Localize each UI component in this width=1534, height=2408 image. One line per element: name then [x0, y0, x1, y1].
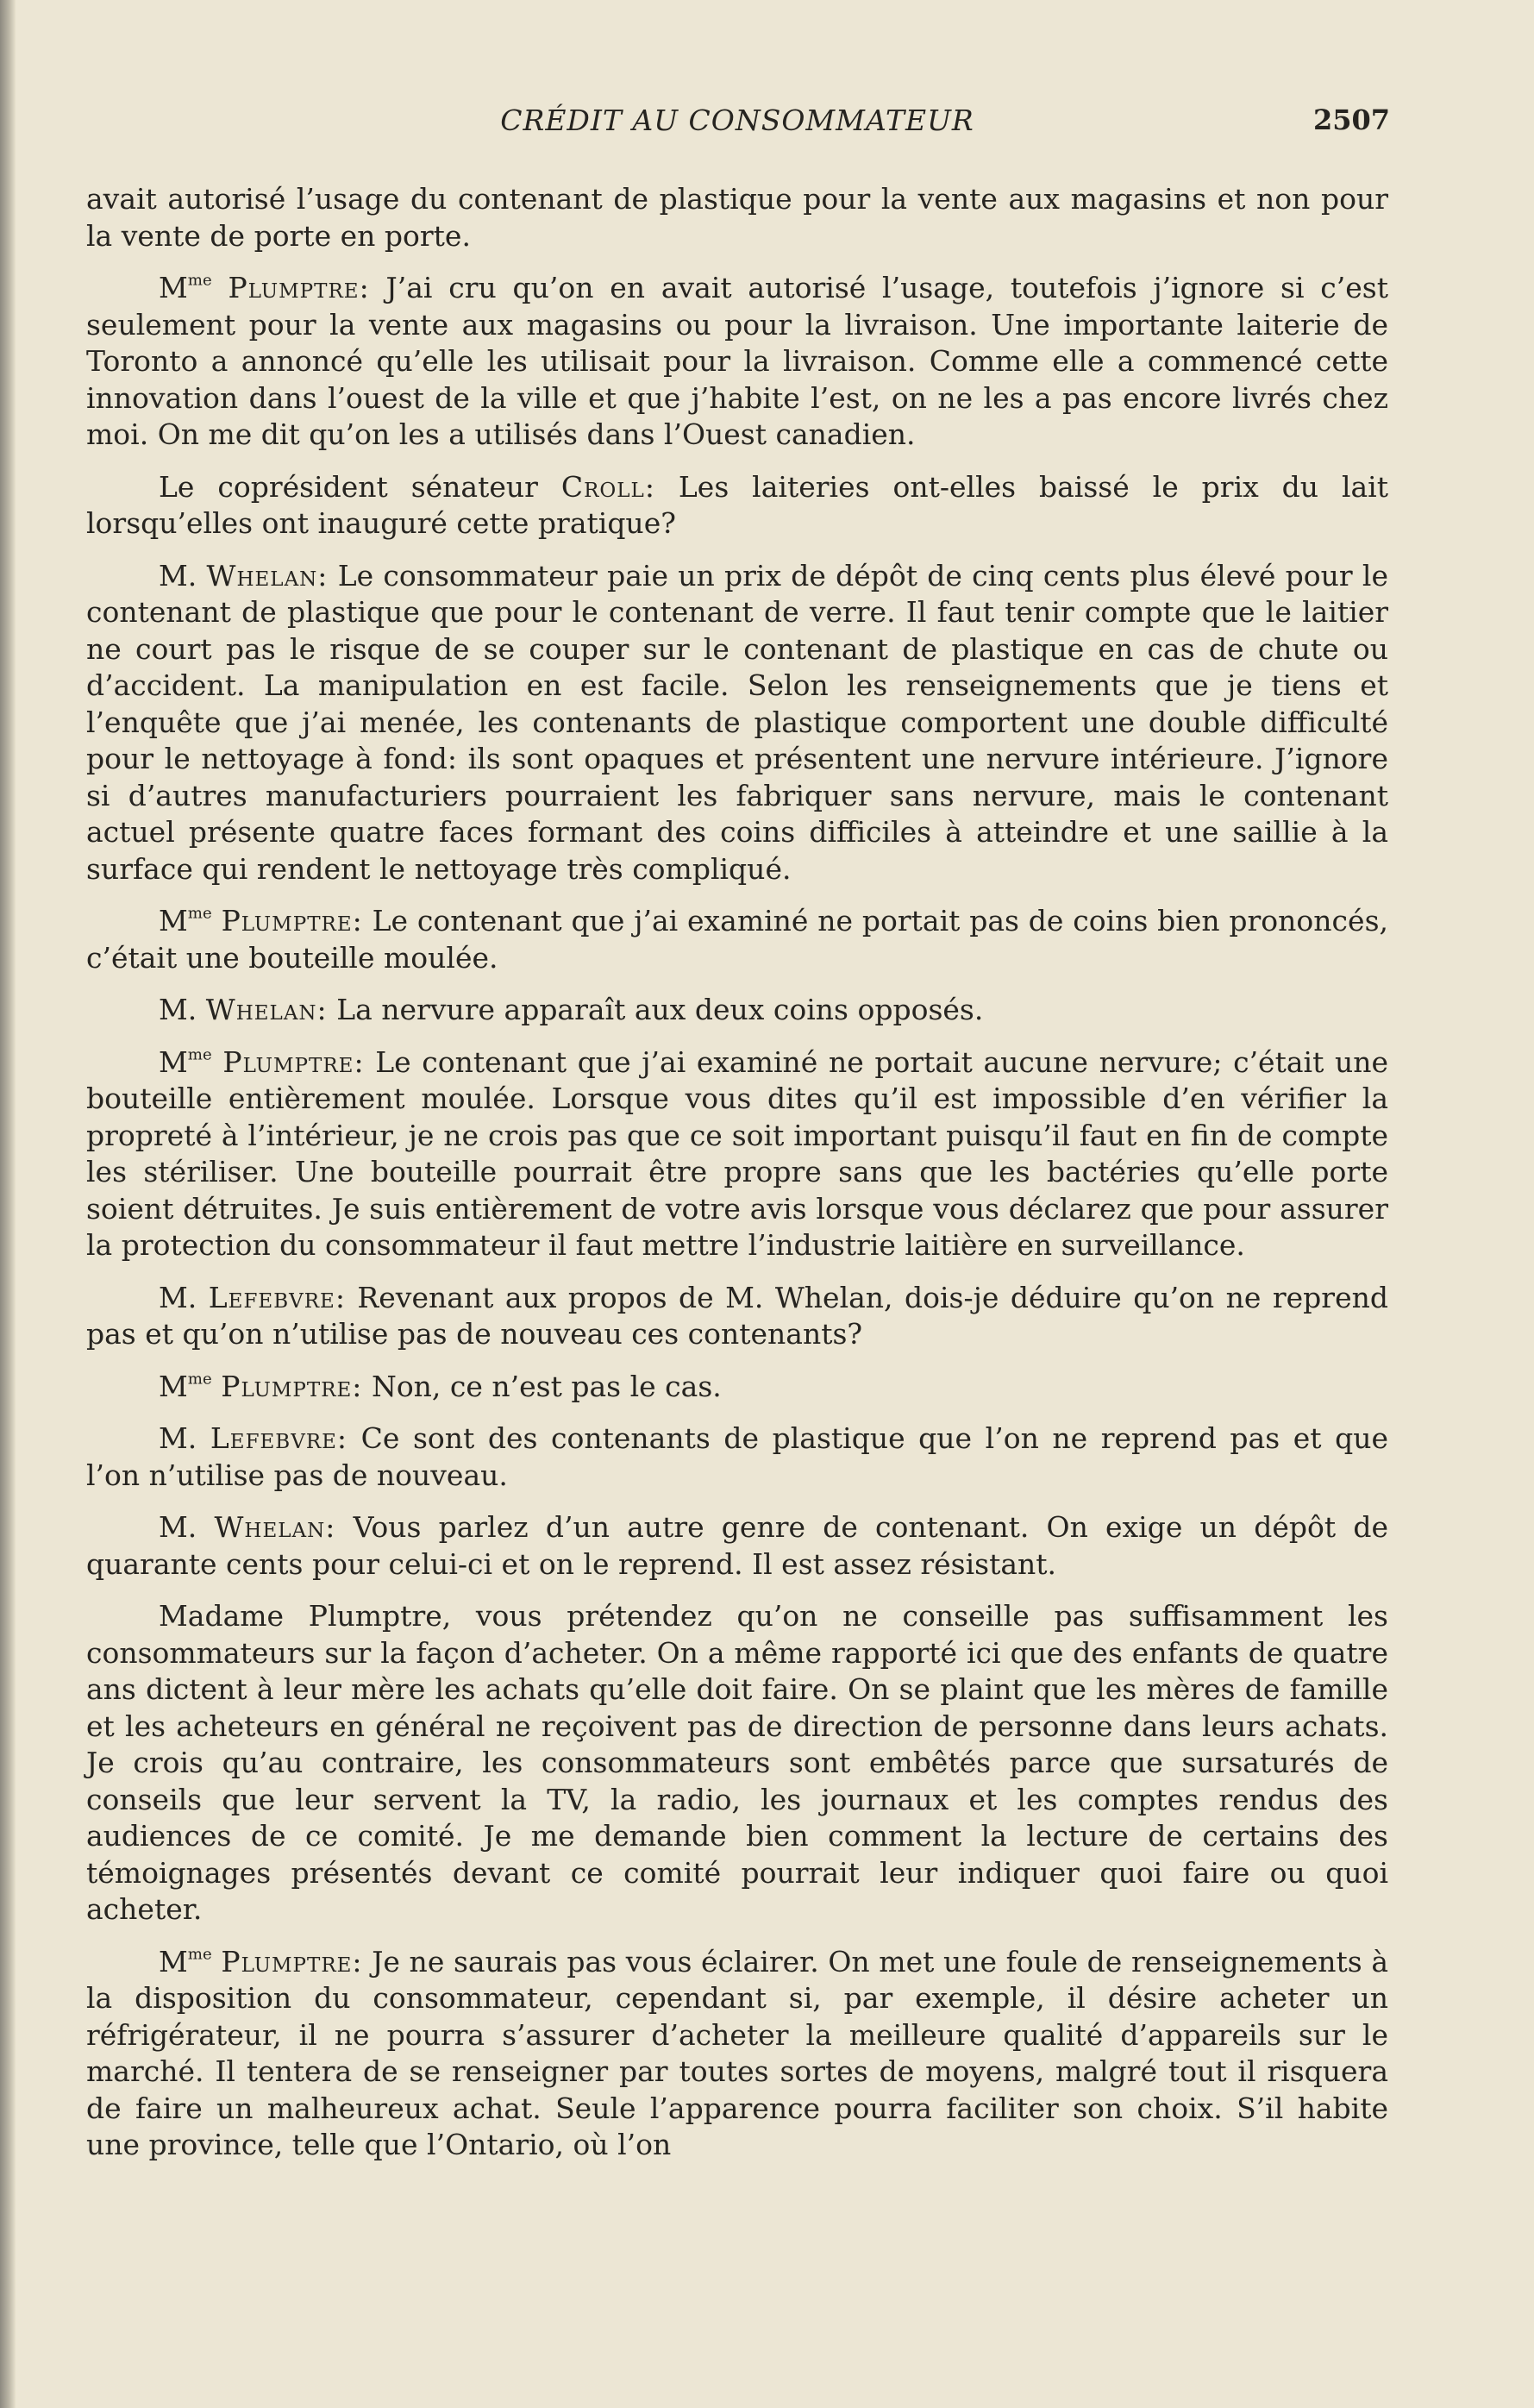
speaker [159, 904, 373, 937]
speaker [159, 1045, 375, 1079]
speaker [159, 1281, 357, 1314]
paragraph-text: Madame Plumptre, vous prétendez qu’on ne conseille pas suffisamment les consommateurs sur la façon d’acheter. On a même rapporté ici que des enfants de quatre ans dictent à leur mère les achats qu’elle doit faire. On se plaint que les mères de famille et les acheteurs en général ne reçoivent pas de direction de personne dans leurs achats. Je crois qu’au contraire, les consommateurs sont embêtés parce que sursaturés de conseils que leur servent la TV, la radio, les journaux et les comptes rendus des audiences de ce comité. Je me demande bien comment la lecture de certains des témoignages présentés devant ce comité pourrait leur indiquer quoi faire ou quoi acheter. [86, 1599, 1388, 1926]
paragraph-text: Les laiteries ont-elles baissé le prix du lait lorsqu’elles ont inauguré cette pratique? [86, 469, 1388, 540]
paragraph [86, 992, 1388, 1029]
speaker-title-superscript: me [187, 904, 212, 923]
speaker-title: $M^{me}$ [159, 904, 212, 937]
paragraph-text: J’ai cru qu’on en avait autorisé l’usage, toutefois j’ignore si c’est seulement pour la vente aux magasins ou pour la livraison. Une importante laiterie de Toronto a annoncé qu’elle les utilisait pour la livraison. Comme elle a commencé cette innovation dans l’ouest de la ville et que j’habite l’est, on ne les a pas encore livrés chez moi. On me dit qu’on les a utilisés dans l’Ouest canadien. [86, 271, 1388, 451]
paragraph-text: Le contenant que j’ai examiné ne portait pas de coins bien prononcés, c’était une bouteille moulée. [86, 904, 1388, 975]
speaker-name: Whelan: [205, 993, 328, 1026]
speaker-title: $M^{me}$ [159, 271, 212, 304]
speaker [159, 993, 336, 1026]
speaker-name: Lefebvre: [208, 1280, 346, 1314]
speaker [159, 1510, 354, 1544]
speaker [159, 1421, 361, 1455]
paragraph [86, 270, 1388, 454]
running-header [86, 86, 1388, 155]
speaker [159, 470, 679, 504]
paragraph [86, 469, 1388, 542]
paragraph-text: Le contenant que j’ai examiné ne portait aucune nervure; c’était une bouteille entièrement moulée. Lorsque vous dites qu’il est impossible d’en vérifier la propreté à l’intérieur, je ne crois pas que ce soit important puisqu’il faut en fin de compte les stériliser. Une bouteille pourrait être propre sans que les bactéries qu’elle porte soient détruites. Je suis entièrement de votre avis lorsque vous déclarez que pour assurer la protection du consommateur il faut mettre l’industrie laitière en surveillance. [86, 1044, 1389, 1262]
header-title: CRÉDIT AU CONSOMMATEUR [500, 103, 974, 137]
paragraph-text: avait autorisé l’usage du contenant de plastique pour la vente aux magasins et non pour la vente de porte en porte. [86, 182, 1388, 253]
speaker-title: $M^{me}$ [159, 1044, 212, 1079]
speaker-title: M. [159, 1510, 197, 1544]
paragraph-text: Vous parlez d’un autre genre de contenant. On exige un dépôt de quarante cents pour celui-ci et on le reprend. Il est assez résistant. [86, 1510, 1388, 1581]
paragraph [86, 1944, 1388, 2164]
speaker-name: Plumptre: [221, 1369, 363, 1403]
speaker-title: M. [159, 1280, 197, 1314]
speaker-name: Plumptre: [221, 1944, 363, 1978]
speaker [159, 1370, 372, 1403]
paragraph [86, 903, 1388, 976]
paragraph [86, 181, 1388, 254]
paragraph-text: Non, ce n’est pas le cas. [371, 1369, 722, 1403]
speaker [159, 271, 386, 304]
speaker-title: $M^{me}$ [159, 1944, 212, 1978]
paragraph-text: Le consommateur paie un prix de dépôt de cinq cents plus élevé pour le contenant de plastique que pour le contenant de verre. Il faut tenir compte que le laitier ne court pas le risque de se couper sur le contenant de plastique en cas de chute ou d’accident. La manipulation en est facile. Selon les renseignements que je tiens et l’enquête que j’ai menée, les contenants de plastique comportent une double difficulté pour le nettoyage à fond: ils sont opaques et présentent une nervure intérieure. J’ignore si d’autres manufacturiers pourraient les fabriquer sans nervure, mais le contenant actuel présente quatre faces formant des coins difficiles à atteindre et une saillie à la surface qui rendent le nettoyage très compliqué. [86, 558, 1389, 886]
paragraph [86, 1509, 1388, 1583]
paragraph [86, 1280, 1388, 1353]
paragraph [86, 558, 1388, 888]
paragraph [86, 1369, 1388, 1406]
paragraph-text: Je ne saurais pas vous éclairer. On met une foule de renseignements à la disposition du consommateur, cependant si, par exemple, il désire acheter un réfrigérateur, il ne pourra s’assurer d’acheter la meilleure qualité d’appareils sur le marché. Il tentera de se renseigner par toutes sortes de moyens, malgré tout il risquera de faire un malheureux achat. Seule l’apparence pourra faciliter son choix. S’il habite une province, telle que l’Ontario, où l’on [86, 1944, 1388, 2161]
speaker-name: Lefebvre: [210, 1421, 348, 1455]
paragraph-text: Revenant aux propos de M. Whelan, dois-je déduire qu’on ne reprend pas et qu’on n’utilise pas de nouveau ces contenants? [86, 1280, 1388, 1351]
document-page [86, 86, 1388, 2179]
paragraph [86, 1420, 1388, 1494]
speaker-title-superscript: me [187, 1044, 212, 1063]
speaker-title: M. [159, 993, 197, 1026]
page-number: 2507 [1312, 103, 1390, 136]
speaker-title-superscript: me [187, 1944, 212, 1963]
paragraph [86, 1598, 1388, 1928]
speaker-title: M. [159, 558, 197, 593]
speaker-title-superscript: me [187, 1369, 212, 1388]
speaker-name: Plumptre: [222, 1044, 365, 1079]
speaker-title: Le coprésident sénateur [159, 469, 538, 504]
speaker-title: $M^{me}$ [159, 1369, 212, 1403]
paragraph [86, 1044, 1388, 1264]
speaker-name: Croll: [560, 469, 655, 504]
speaker-name: Plumptre: [221, 904, 363, 937]
speaker-title: M. [159, 1421, 197, 1455]
paragraph-text: Ce sont des contenants de plastique que l’on ne reprend pas et que l’on n’utilise pas de nouveau. [86, 1421, 1388, 1492]
speaker [159, 559, 338, 593]
speaker-name: Whelan: [214, 1510, 336, 1544]
speaker-title-superscript: me [187, 271, 212, 290]
paragraph-text: La nervure apparaît aux deux coins opposés. [336, 993, 984, 1026]
book-binding-edge [0, 0, 16, 2408]
speaker-name: Plumptre: [228, 271, 370, 304]
speaker-name: Whelan: [206, 558, 329, 593]
speaker [159, 1945, 372, 1978]
body-text [86, 181, 1388, 2164]
